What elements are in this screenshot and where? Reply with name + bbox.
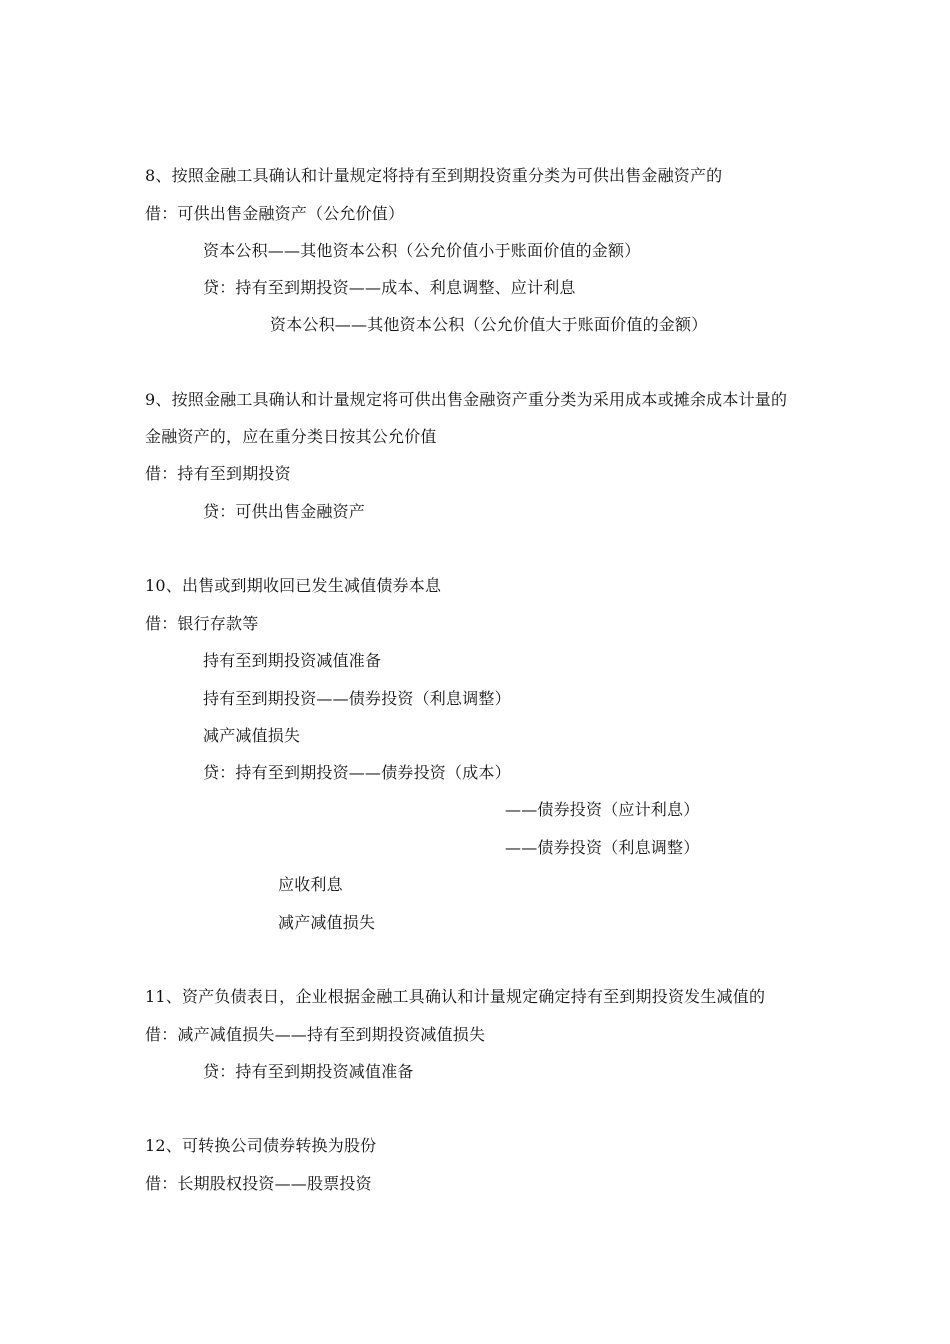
- section-9-debit-line: 借：持有至到期投资: [145, 464, 291, 483]
- section-8-credit-line: 资本公积——其他资本公积（公允价值大于账面价值的金额）: [270, 315, 708, 334]
- section-9-heading-continued: 金融资产的，应在重分类日按其公允价值: [145, 427, 437, 446]
- section-12-debit-line: 借：长期股权投资——股票投资: [145, 1174, 372, 1193]
- section-10-credit-line: ——债券投资（应计利息）: [505, 800, 700, 819]
- section-10-heading: 10、出售或到期收回已发生减值债券本息: [145, 576, 442, 595]
- section-8-heading: 8、按照金融工具确认和计量规定将持有至到期投资重分类为可供出售金融资产的: [145, 166, 723, 185]
- section-10-credit-line: 贷：持有至到期投资——债券投资（成本）: [203, 763, 511, 782]
- section-10-debit-line: 减产减值损失: [203, 726, 301, 745]
- section-8-debit-line: 借：可供出售金融资产（公允价值）: [145, 204, 405, 223]
- section-10-credit-line: ——债券投资（利息调整）: [505, 838, 700, 857]
- section-9-credit-line: 贷：可供出售金融资产: [203, 502, 366, 521]
- section-11-credit-line: 贷：持有至到期投资减值准备: [203, 1062, 414, 1081]
- section-9-heading: 9、按照金融工具确认和计量规定将可供出售金融资产重分类为采用成本或摊余成本计量的: [145, 390, 788, 409]
- section-11-debit-line: 借：减产减值损失——持有至到期投资减值损失: [145, 1025, 486, 1044]
- section-11-heading: 11、资产负债表日，企业根据金融工具确认和计量规定确定持有至到期投资发生减值的: [145, 987, 766, 1006]
- section-10-debit-line: 持有至到期投资减值准备: [203, 651, 382, 670]
- section-8-credit-line: 贷：持有至到期投资——成本、利息调整、应计利息: [203, 278, 576, 297]
- section-10-debit-line: 持有至到期投资——债券投资（利息调整）: [203, 689, 511, 708]
- section-12-heading: 12、可转换公司债券转换为股份: [145, 1136, 377, 1155]
- section-10-credit-line: 应收利息: [278, 875, 343, 894]
- section-10-credit-line: 减产减值损失: [278, 913, 376, 932]
- section-8-debit-line: 资本公积——其他资本公积（公允价值小于账面价值的金额）: [203, 241, 641, 260]
- section-10-debit-line: 借：银行存款等: [145, 614, 259, 633]
